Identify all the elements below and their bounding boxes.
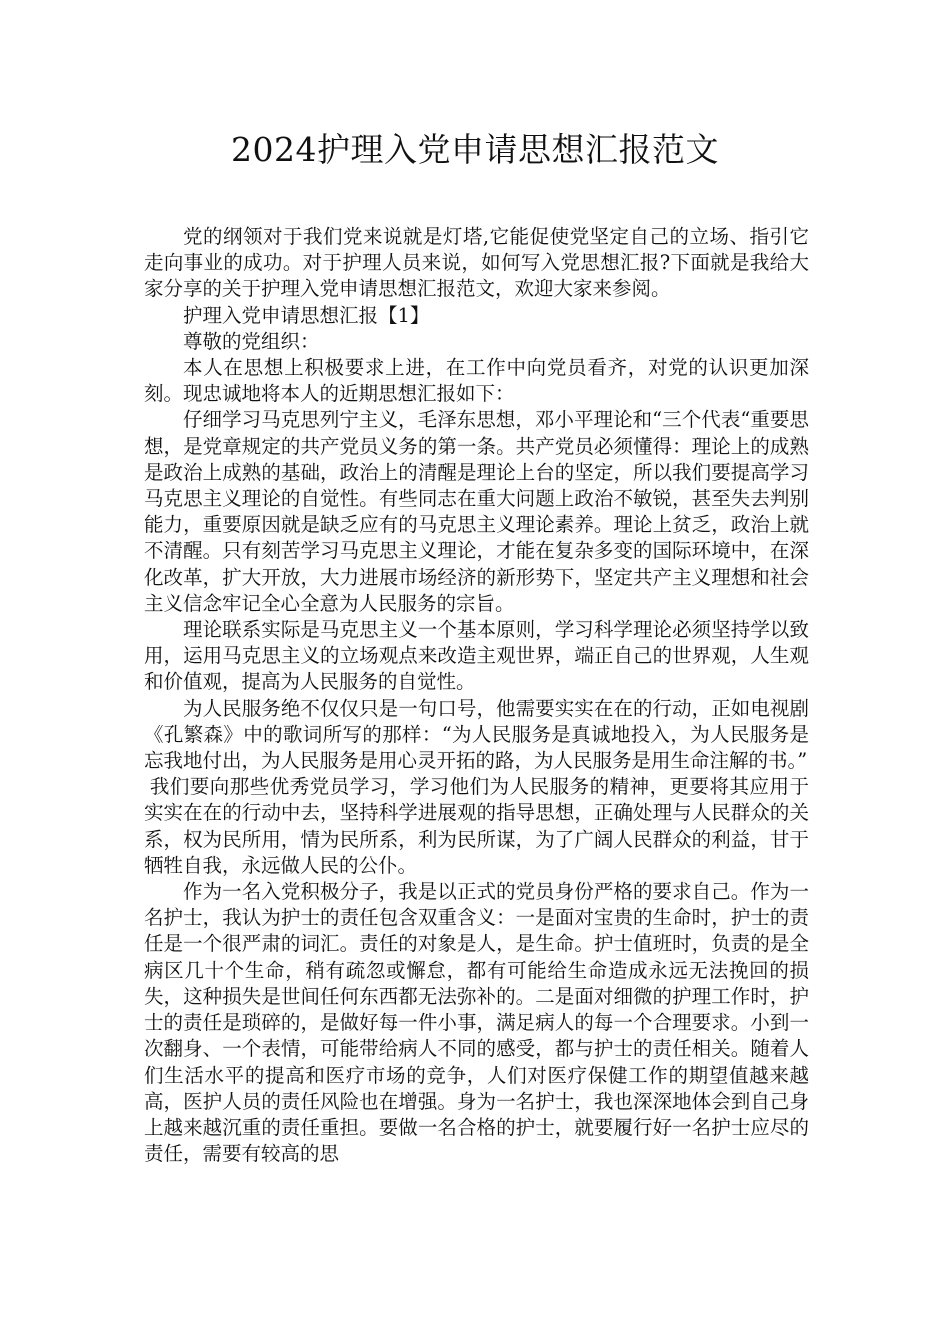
salutation: 尊敬的党组织：	[183, 329, 320, 353]
body-paragraph: 本人在思想上积极要求上进，在工作中向党员看齐，对党的认识更加深刻。现忠诚地将本人的近期思想汇报如下：	[144, 356, 809, 406]
body-paragraph: 作为一名入党积极分子，我是以正式的党员身份严格的要求自己。作为一名护士，我认为护士的责任包含双重含义：一是面对宝贵的生命时，护士的责任是一个很严肃的词汇。责任的对象是人，是生命。护士值班时，负责的是全病区几十个生命，稍有疏忽或懈怠，都有可能给生命造成永远无法挽回的损失，这种损失是世间任何东西都无法弥补的。二是面对细微的护理工作时，护士的责任是琐碎的，是做好每一件小事，满足病人的每一个合理要求。小到一次翻身、一个表情，可能带给病人不同的感受，都与护士的责任相关。随着人们生活水平的提高和医疗市场的竞争，人们对医疗保健工作的期望值越来越高，医护人员的责任风险也在增强。身为一名护士，我也深深地体会到自己身上越来越沉重的责任重担。要做一名合格的护士，就要履行好一名护士应尽的责任，需要有较高的思	[144, 880, 809, 1166]
body-paragraph: 仔细学习马克思列宁主义，毛泽东思想，邓小平理论和“三个代表“重要思想，是党章规定的共产党员义务的第一条。共产党员必须懂得：理论上的成熟是政治上成熟的基础，政治上的清醒是理论上台的坚定，所以我们要提高学习马克思主义理论的自觉性。有些同志在重大问题上政治不敏锐，甚至失去判别能力，重要原因就是缺乏应有的马克思主义理论素养。理论上贫乏，政治上就不清醒。只有刻苦学习马克思主义理论，才能在复杂多变的国际环境中，在深化改革，扩大开放，大力进展市场经济的新形势下，坚定共产主义理想和社会主义信念牢记全心全意为人民服务的宗旨。	[144, 408, 809, 615]
body-paragraph: 我们要向那些优秀党员学习，学习他们为人民服务的精神，更要将其应用于实实在在的行动中去，坚持科学进展观的指导思想，正确处理与人民群众的关系，权为民所用，情为民所系，利为民所谋，为了广阔人民群众的利益，甘于牺牲自我，永远做人民的公仆。	[144, 775, 809, 877]
document-body	[144, 224, 809, 1167]
body-paragraph: 理论联系实际是马克思主义一个基本原则，学习科学理论必须坚持学以致用，运用马克思主义的立场观点来改造主观世界，端正自己的世界观，人生观和价值观，提高为人民服务的自觉性。	[144, 618, 809, 694]
body-paragraph: 为人民服务绝不仅仅只是一句口号，他需要实实在在的行动，正如电视剧《孔繁森》中的歌词所写的那样：“为人民服务是真诚地投入，为人民服务是忘我地付出，为人民服务是用心灵开拓的路，为人民服务是用生命注解的书。”	[144, 696, 809, 773]
intro-paragraph: 党的纲领对于我们党来说就是灯塔,它能促使党坚定自己的立场、指引它走向事业的成功。对于护理人员来说，如何写入党思想汇报?下面就是我给大家分享的关于护理入党申请思想汇报范文，欢迎大家来参阅。	[144, 225, 809, 301]
section-heading: 护理入党申请思想汇报【1】	[183, 303, 430, 327]
document-title: 2024护理入党申请思想汇报范文	[231, 130, 719, 169]
